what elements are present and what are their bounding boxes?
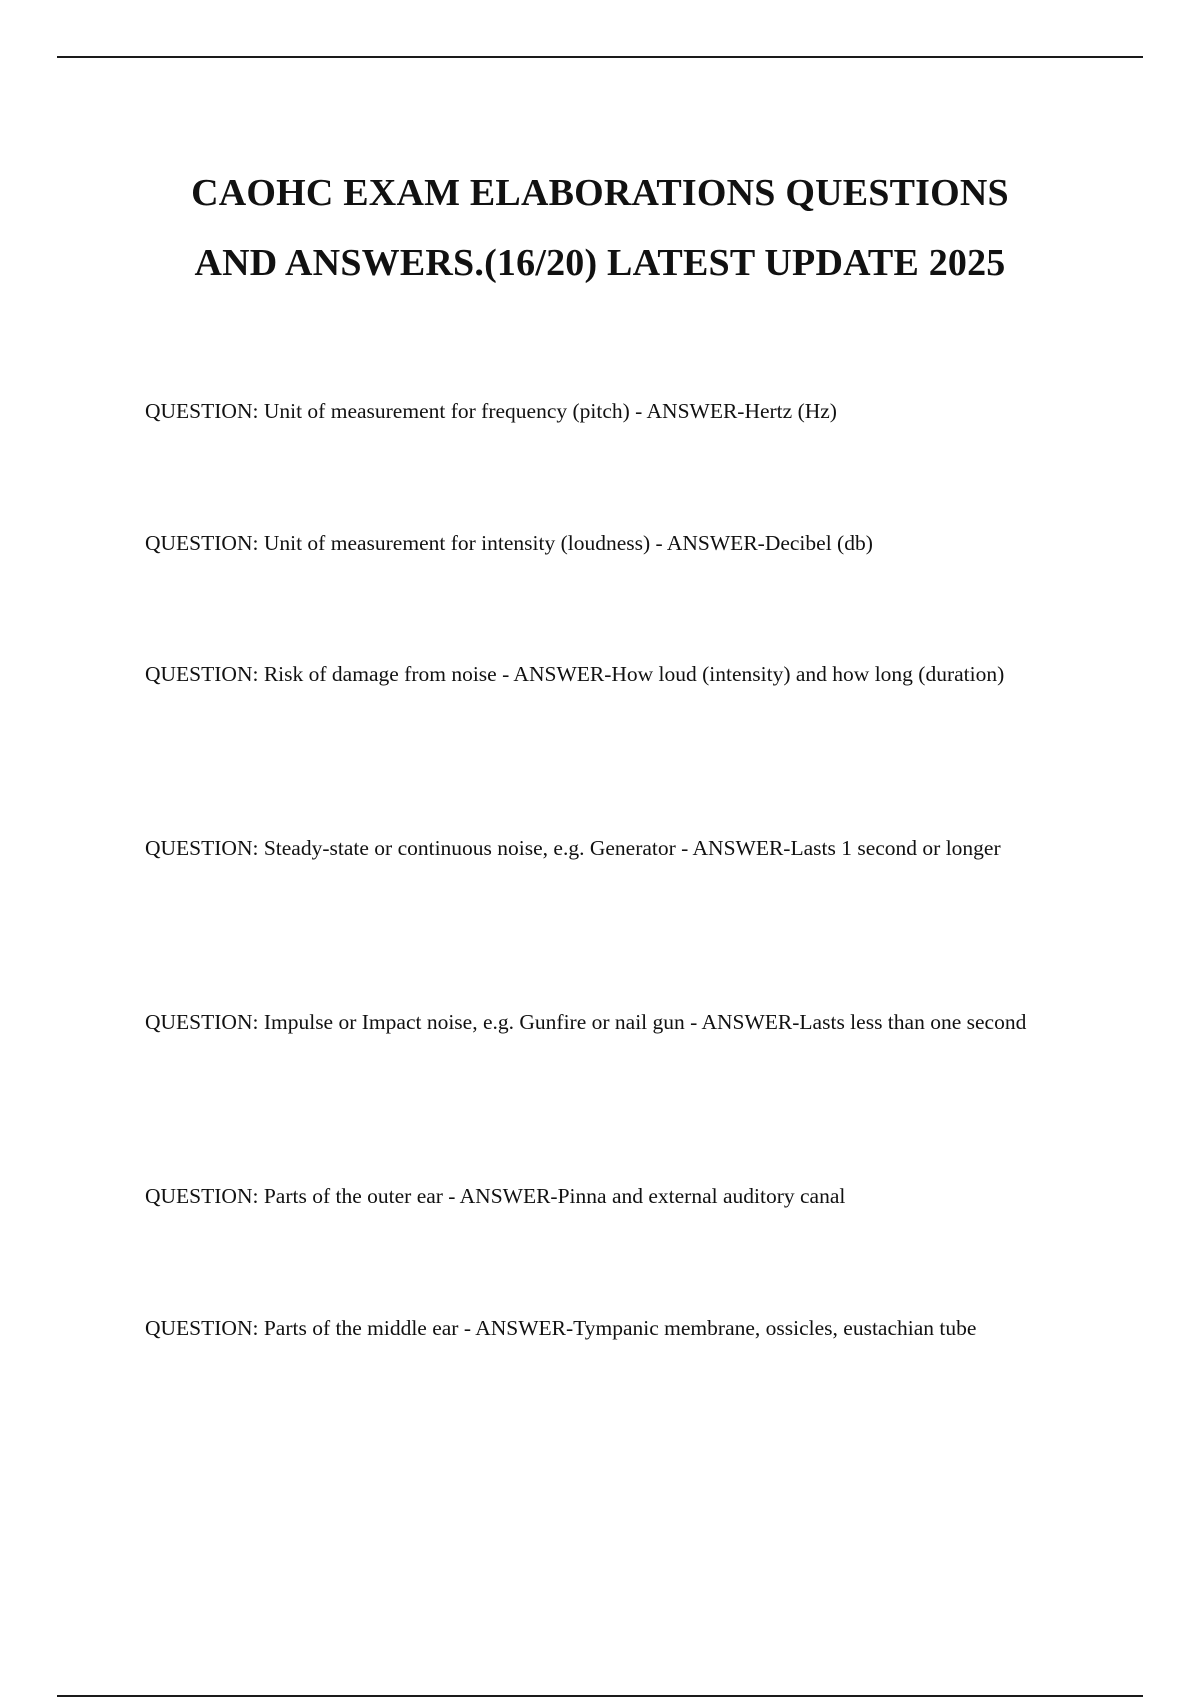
footer-rule <box>57 1695 1143 1697</box>
title-line-1: CAOHC EXAM ELABORATIONS QUESTIONS <box>191 172 1009 214</box>
header-rule <box>57 56 1143 58</box>
document-title <box>100 158 1100 298</box>
qa-item: QUESTION: Parts of the outer ear - ANSWER-Pinna and external auditory canal <box>145 1184 846 1208</box>
qa-item: QUESTION: Impulse or Impact noise, e.g. Gunfire or nail gun - ANSWER-Lasts less than one second <box>145 1010 1027 1034</box>
qa-item: QUESTION: Unit of measurement for frequency (pitch) - ANSWER-Hertz (Hz) <box>145 399 837 423</box>
qa-item: QUESTION: Steady-state or continuous noise, e.g. Generator - ANSWER-Lasts 1 second or longer <box>145 836 1001 860</box>
qa-item: QUESTION: Risk of damage from noise - ANSWER-How loud (intensity) and how long (duration) <box>145 662 1005 686</box>
qa-item: QUESTION: Unit of measurement for intensity (loudness) - ANSWER-Decibel (db) <box>145 531 873 555</box>
title-line-2: AND ANSWERS.(16/20) LATEST UPDATE 2025 <box>194 242 1006 284</box>
qa-item: QUESTION: Parts of the middle ear - ANSWER-Tympanic membrane, ossicles, eustachian tube <box>145 1316 977 1340</box>
